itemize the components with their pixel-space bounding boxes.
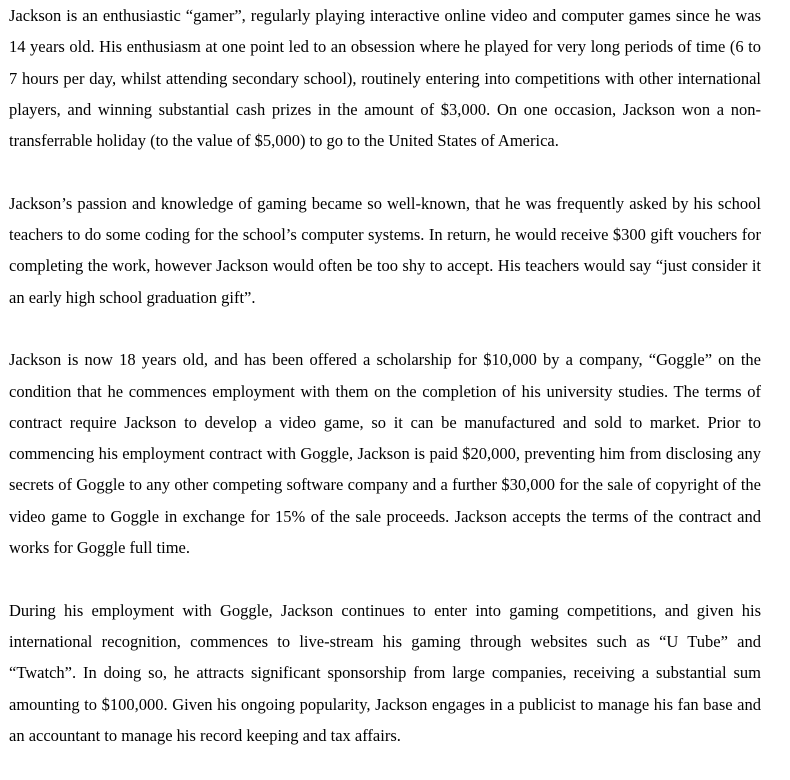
paragraph-gaming-background: Jackson is an enthusiastic “gamer”, regularly playing interactive online video and computer games since he was 14 years old. His enthusiasm at one point led to an obsession where he played for very long periods of time (6 to 7 hours per day, whilst attending secondary school), routinely entering into competitions with other international players, and winning substantial cash prizes in the amount of $3,000. On one occasion, Jackson won a non-transferrable holiday (to the value of $5,000) to go to the United States of America. [9, 6, 761, 151]
paragraph-live-streaming: During his employment with Goggle, Jackson continues to enter into gaming competitions, and given his international recognition, commences to live-stream his gaming through websites such as “U Tube” and “Twatch”. In doing so, he attracts significant sponsorship from large companies, receiving a substantial sum amounting to $100,000. Given his ongoing popularity, Jackson engages in a publicist to manage his fan base and an accountant to manage his record keeping and tax affairs. [9, 600, 761, 745]
paragraph-school-coding: Jackson’s passion and knowledge of gaming became so well-known, that he was frequently asked by his school teachers to do some coding for the school’s computer systems. In return, he would receive $300 gift vouchers for completing the work, however Jackson would often be too shy to accept. His teachers would say “just consider it an early high school graduation gift”. [9, 193, 761, 307]
paragraph-goggle-contract: Jackson is now 18 years old, and has been offered a scholarship for $10,000 by a company, “Goggle” on the condition that he commences employment with them on the completion of his university studies. The terms of contract require Jackson to develop a video game, so it can be manufactured and sold to market. Prior to commencing his employment contract with Goggle, Jackson is paid $20,000, preventing him from disclosing any secrets of Goggle to any other competing software company and a further $30,000 for the sale of copyright of the video game to Goggle in exchange for 15% of the sale proceeds. Jackson accepts the terms of the contract and works for Goggle full time. [9, 350, 761, 558]
document-body [9, 0, 761, 751]
